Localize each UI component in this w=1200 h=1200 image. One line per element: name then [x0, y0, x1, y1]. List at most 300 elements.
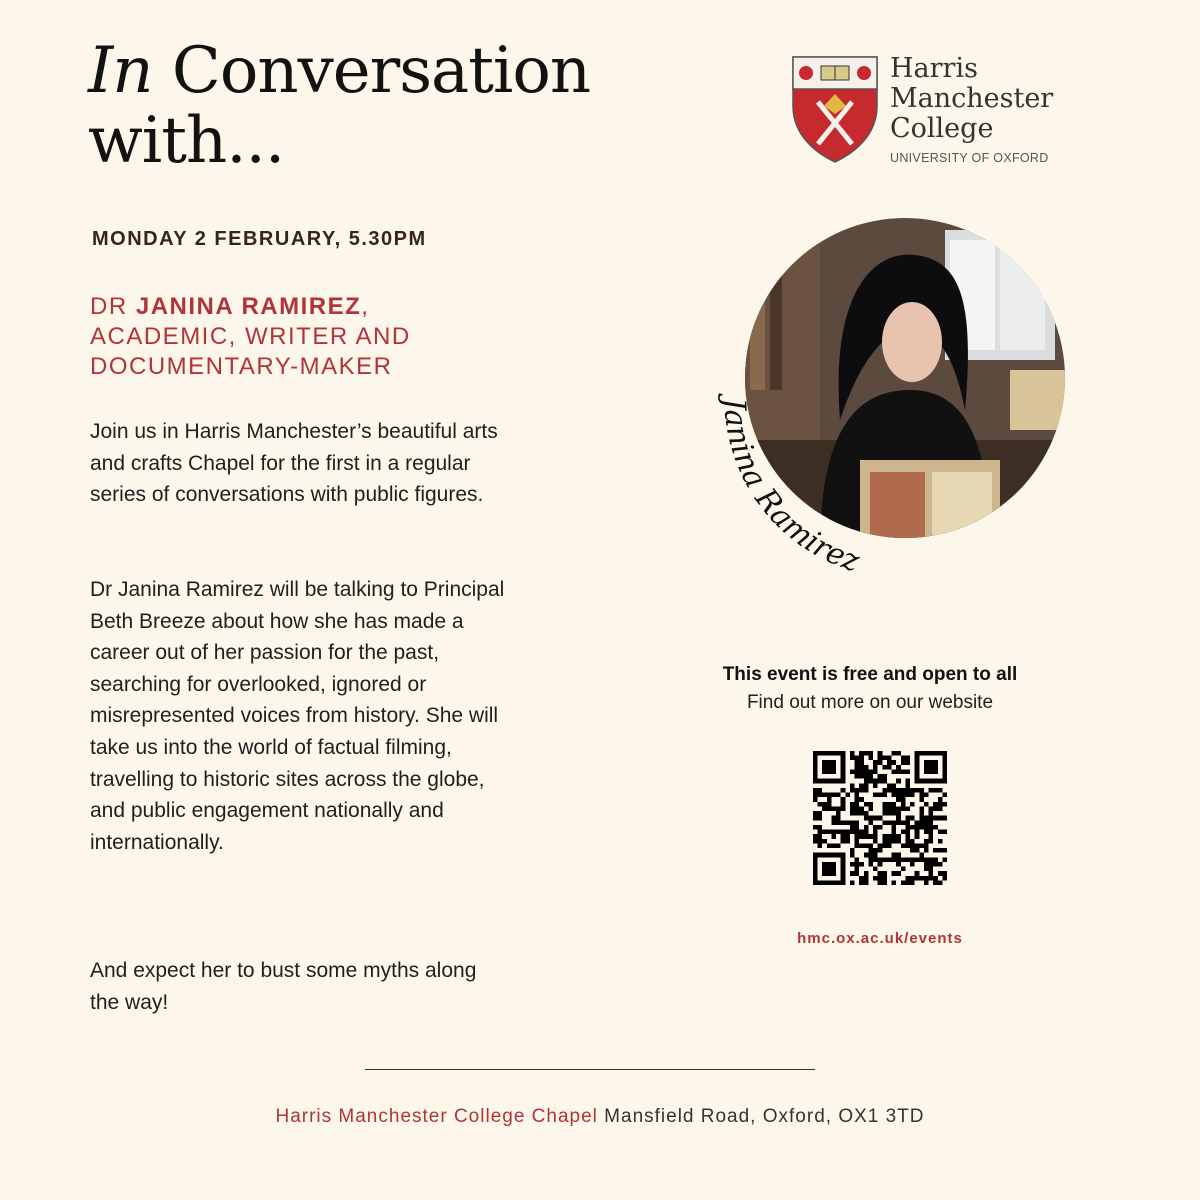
qr-module: [841, 797, 846, 802]
qr-module: [868, 862, 873, 867]
qr-module: [929, 816, 934, 821]
qr-module: [864, 765, 869, 770]
qr-module: [868, 857, 873, 862]
qr-module: [882, 779, 887, 784]
qr-module: [887, 788, 892, 793]
qr-module: [873, 848, 878, 853]
qr-module: [859, 880, 864, 885]
qr-module: [827, 797, 832, 802]
qr-module: [827, 830, 832, 835]
qr-module: [924, 816, 929, 821]
qr-module: [873, 760, 878, 765]
qr-module: [855, 834, 860, 839]
qr-module: [864, 830, 869, 835]
qr-module: [942, 848, 947, 853]
qr-module: [924, 820, 929, 825]
qr-module: [882, 871, 887, 876]
qr-module: [929, 876, 934, 881]
qr-module: [845, 834, 850, 839]
qr-module: [813, 825, 818, 830]
qr-module: [850, 811, 855, 816]
qr-module: [873, 839, 878, 844]
qr-module: [873, 793, 878, 798]
qr-module: [915, 788, 920, 793]
qr-module: [850, 825, 855, 830]
qr-module: [892, 839, 897, 844]
qr-module: [873, 779, 878, 784]
qr-module: [831, 843, 836, 848]
qr-module: [868, 820, 873, 825]
qr-module: [878, 825, 883, 830]
qr-module: [901, 857, 906, 862]
qr-module: [887, 760, 892, 765]
qr-module: [873, 783, 878, 788]
qr-module: [910, 793, 915, 798]
qr-module: [910, 839, 915, 844]
qr-module: [919, 857, 924, 862]
qr-module: [859, 774, 864, 779]
qr-module: [882, 834, 887, 839]
qr-module: [938, 806, 943, 811]
qr-module: [878, 760, 883, 765]
qr-module: [868, 834, 873, 839]
qr-module: [836, 830, 841, 835]
qr-module: [855, 797, 860, 802]
qr-module: [942, 816, 947, 821]
qr-module: [901, 830, 906, 835]
qr-module: [901, 760, 906, 765]
qr-module: [929, 862, 934, 867]
qr-module: [882, 880, 887, 885]
qr-module: [910, 880, 915, 885]
qr-module: [855, 830, 860, 835]
qr-module: [910, 862, 915, 867]
qr-module: [896, 788, 901, 793]
qr-module: [929, 834, 934, 839]
qr-module: [892, 806, 897, 811]
qr-module: [831, 806, 836, 811]
qr-module: [901, 880, 906, 885]
qr-module: [896, 779, 901, 784]
qr-module: [901, 843, 906, 848]
qr-code[interactable]: [813, 751, 947, 885]
qr-module: [864, 783, 869, 788]
university-label: UNIVERSITY OF OXFORD: [890, 151, 1049, 165]
qr-module: [924, 793, 929, 798]
qr-module: [915, 830, 920, 835]
qr-module: [919, 793, 924, 798]
qr-module: [878, 857, 883, 862]
qr-module: [818, 802, 823, 807]
speaker-role-line2: DOCUMENTARY-MAKER: [90, 353, 393, 380]
qr-module: [910, 848, 915, 853]
qr-module: [892, 802, 897, 807]
qr-module: [915, 825, 920, 830]
qr-module: [919, 825, 924, 830]
qr-module: [864, 876, 869, 881]
qr-module: [878, 774, 883, 779]
qr-module: [919, 876, 924, 881]
qr-module: [938, 871, 943, 876]
qr-module: [933, 862, 938, 867]
qr-module: [924, 862, 929, 867]
qr-module: [933, 848, 938, 853]
qr-module: [887, 806, 892, 811]
qr-module: [938, 839, 943, 844]
portrait-caption-path: Janina Ramirez: [716, 397, 864, 580]
qr-module: [896, 811, 901, 816]
qr-module: [873, 834, 878, 839]
qr-module: [910, 825, 915, 830]
venue-footer: [0, 1106, 1200, 1128]
qr-module: [896, 769, 901, 774]
qr-module: [887, 839, 892, 844]
qr-module: [942, 857, 947, 862]
qr-module: [841, 839, 846, 844]
qr-module: [938, 848, 943, 853]
qr-module: [855, 820, 860, 825]
qr-module: [924, 802, 929, 807]
qr-module: [855, 862, 860, 867]
speaker-prefix: DR: [90, 293, 136, 320]
qr-module: [896, 820, 901, 825]
qr-module: [942, 830, 947, 835]
qr-module: [942, 793, 947, 798]
qr-module: [818, 839, 823, 844]
qr-module: [864, 774, 869, 779]
qr-module: [864, 811, 869, 816]
qr-module: [873, 876, 878, 881]
qr-module: [836, 816, 841, 821]
qr-module: [813, 797, 818, 802]
qr-module: [845, 830, 850, 835]
qr-module: [924, 880, 929, 885]
qr-module: [933, 806, 938, 811]
qr-module: [831, 816, 836, 821]
qr-module: [827, 793, 832, 798]
qr-module: [905, 880, 910, 885]
qr-module: [901, 788, 906, 793]
college-name: [890, 54, 1053, 144]
qr-module: [924, 848, 929, 853]
qr-module: [887, 820, 892, 825]
qr-module: [855, 839, 860, 844]
qr-module: [882, 857, 887, 862]
qr-module: [896, 816, 901, 821]
qr-module: [859, 769, 864, 774]
qr-module: [818, 830, 823, 835]
qr-module: [933, 825, 938, 830]
qr-module: [929, 871, 934, 876]
qr-module: [855, 788, 860, 793]
qr-module: [850, 783, 855, 788]
qr-module: [892, 871, 897, 876]
qr-module: [868, 756, 873, 761]
qr-module: [873, 816, 878, 821]
qr-module: [910, 843, 915, 848]
qr-module: [868, 751, 873, 756]
qr-module: [864, 871, 869, 876]
qr-module: [924, 857, 929, 862]
qr-module: [905, 788, 910, 793]
qr-module: [938, 788, 943, 793]
qr-module: [887, 756, 892, 761]
qr-module: [850, 853, 855, 858]
qr-module: [905, 843, 910, 848]
qr-module: [878, 880, 883, 885]
qr-module: [822, 806, 827, 811]
qr-module: [818, 825, 823, 830]
qr-module: [896, 834, 901, 839]
qr-module: [850, 820, 855, 825]
qr-module: [818, 834, 823, 839]
qr-module: [878, 756, 883, 761]
qr-module: [859, 834, 864, 839]
speaker-role-line1: ACADEMIC, WRITER AND: [90, 323, 411, 350]
qr-module: [910, 788, 915, 793]
qr-module: [850, 830, 855, 835]
qr-module: [905, 816, 910, 821]
qr-module: [919, 816, 924, 821]
qr-module: [818, 788, 823, 793]
qr-module: [859, 788, 864, 793]
qr-module: [915, 820, 920, 825]
qr-module: [818, 811, 823, 816]
qr-module: [887, 765, 892, 770]
qr-module: [855, 811, 860, 816]
qr-module: [905, 834, 910, 839]
qr-module: [896, 862, 901, 867]
qr-module: [882, 839, 887, 844]
closing-paragraph: And expect her to bust some myths along the way!: [90, 959, 477, 1014]
qr-module: [813, 788, 818, 793]
qr-module: [855, 871, 860, 876]
qr-module: [831, 793, 836, 798]
qr-module: [868, 774, 873, 779]
qr-module: [938, 816, 943, 821]
qr-module: [901, 756, 906, 761]
qr-module: [882, 765, 887, 770]
qr-module: [855, 843, 860, 848]
footer-divider: [365, 1069, 815, 1070]
qr-module: [855, 774, 860, 779]
qr-module: [929, 811, 934, 816]
qr-module: [933, 788, 938, 793]
qr-module: [892, 769, 897, 774]
qr-module: [855, 857, 860, 862]
qr-module: [868, 843, 873, 848]
qr-module: [915, 834, 920, 839]
qr-module: [868, 816, 873, 821]
qr-module: [905, 779, 910, 784]
qr-module: [905, 830, 910, 835]
qr-module: [813, 834, 818, 839]
qr-module: [933, 880, 938, 885]
qr-module: [859, 843, 864, 848]
qr-module: [919, 853, 924, 858]
qr-module: [910, 857, 915, 862]
qr-module: [896, 806, 901, 811]
qr-module: [892, 788, 897, 793]
qr-module: [942, 876, 947, 881]
qr-module: [836, 806, 841, 811]
qr-module: [859, 830, 864, 835]
event-title: [88, 36, 590, 176]
qr-module: [882, 788, 887, 793]
qr-module: [901, 806, 906, 811]
qr-module: [915, 843, 920, 848]
qr-module: [855, 765, 860, 770]
qr-module: [915, 871, 920, 876]
qr-module: [859, 797, 864, 802]
qr-module: [929, 820, 934, 825]
qr-module: [878, 793, 883, 798]
qr-module: [905, 825, 910, 830]
qr-module: [905, 820, 910, 825]
qr-module: [855, 825, 860, 830]
qr-module: [878, 751, 883, 756]
qr-module: [850, 751, 855, 756]
qr-module: [896, 751, 901, 756]
qr-module: [892, 830, 897, 835]
qr-module: [892, 853, 897, 858]
qr-module: [896, 857, 901, 862]
qr-module: [873, 830, 878, 835]
intro-paragraph: Join us in Harris Manchester’s beautiful arts and crafts Chapel for the first in a regular series of conversations with public figures.: [90, 420, 498, 507]
qr-module: [841, 830, 846, 835]
qr-module: [896, 853, 901, 858]
qr-module: [836, 843, 841, 848]
free-event-note: This event is free and open to all: [722, 664, 1018, 685]
qr-module: [892, 880, 897, 885]
speaker-portrait: [700, 210, 1080, 610]
qr-module: [864, 779, 869, 784]
qr-module: [864, 769, 869, 774]
college-name-line3: College: [890, 113, 994, 144]
qr-module: [919, 797, 924, 802]
qr-module: [910, 876, 915, 881]
qr-module: [827, 843, 832, 848]
qr-module: [882, 806, 887, 811]
qr-module: [933, 876, 938, 881]
qr-module: [841, 806, 846, 811]
qr-module: [942, 802, 947, 807]
qr-module: [822, 802, 827, 807]
qr-module: [868, 779, 873, 784]
portrait-image: [740, 210, 1080, 550]
qr-module: [938, 802, 943, 807]
qr-module: [878, 816, 883, 821]
qr-module: [831, 830, 836, 835]
qr-module: [892, 793, 897, 798]
qr-module: [850, 880, 855, 885]
qr-module: [905, 857, 910, 862]
qr-module: [873, 867, 878, 872]
qr-module: [896, 797, 901, 802]
description-paragraph: Dr Janina Ramirez will be talking to Principal Beth Breeze about how she has made a career out of her passion for the past, searching for overlooked, ignored or misrepresented voices from history. She will take us into the world of factual filming, travelling to historic sites across the globe, and public engagement nationally and internationally.: [90, 578, 505, 854]
qr-module: [924, 843, 929, 848]
title-line2: with...: [88, 104, 285, 178]
qr-module: [887, 783, 892, 788]
qr-module: [896, 765, 901, 770]
qr-module: [841, 820, 846, 825]
speaker-heading: [90, 292, 510, 382]
qr-module: [868, 853, 873, 858]
qr-module: [924, 825, 929, 830]
qr-module: [822, 839, 827, 844]
qr-module: [905, 839, 910, 844]
qr-module: [915, 848, 920, 853]
qr-module: [855, 867, 860, 872]
qr-module: [845, 793, 850, 798]
qr-module: [850, 788, 855, 793]
qr-module: [836, 820, 841, 825]
qr-module: [929, 867, 934, 872]
qr-module: [859, 876, 864, 881]
qr-module: [919, 811, 924, 816]
qr-module: [859, 862, 864, 867]
event-date: MONDAY 2 FEBRUARY, 5.30PM: [92, 228, 427, 250]
qr-module: [910, 816, 915, 821]
qr-module: [878, 779, 883, 784]
qr-module: [929, 806, 934, 811]
qr-module: [892, 857, 897, 862]
qr-module: [929, 825, 934, 830]
qr-module: [855, 756, 860, 761]
qr-module: [855, 806, 860, 811]
qr-module: [841, 834, 846, 839]
qr-module: [827, 806, 832, 811]
qr-module: [836, 793, 841, 798]
qr-module: [901, 769, 906, 774]
qr-module: [929, 788, 934, 793]
qr-module: [892, 760, 897, 765]
qr-module: [878, 876, 883, 881]
qr-module: [892, 783, 897, 788]
qr-module: [924, 830, 929, 835]
qr-module: [873, 769, 878, 774]
qr-module: [864, 816, 869, 821]
qr-module: [864, 834, 869, 839]
qr-module: [892, 751, 897, 756]
qr-module: [915, 876, 920, 881]
events-url-link[interactable]: hmc.ox.ac.uk/events: [797, 930, 963, 947]
qr-module: [882, 774, 887, 779]
qr-module: [845, 820, 850, 825]
qr-module: [901, 820, 906, 825]
qr-module: [859, 811, 864, 816]
qr-module: [929, 839, 934, 844]
qr-module: [901, 797, 906, 802]
qr-module: [818, 843, 823, 848]
qr-module: [873, 765, 878, 770]
qr-module: [864, 751, 869, 756]
qr-module: [845, 839, 850, 844]
qr-module: [850, 756, 855, 761]
qr-module: [882, 802, 887, 807]
qr-module: [859, 751, 864, 756]
qr-module: [887, 857, 892, 862]
qr-module: [905, 783, 910, 788]
qr-module: [868, 806, 873, 811]
qr-module: [878, 848, 883, 853]
qr-module: [850, 871, 855, 876]
qr-module: [859, 756, 864, 761]
qr-module: [864, 880, 869, 885]
qr-module: [887, 843, 892, 848]
qr-module: [878, 843, 883, 848]
qr-module: [892, 811, 897, 816]
